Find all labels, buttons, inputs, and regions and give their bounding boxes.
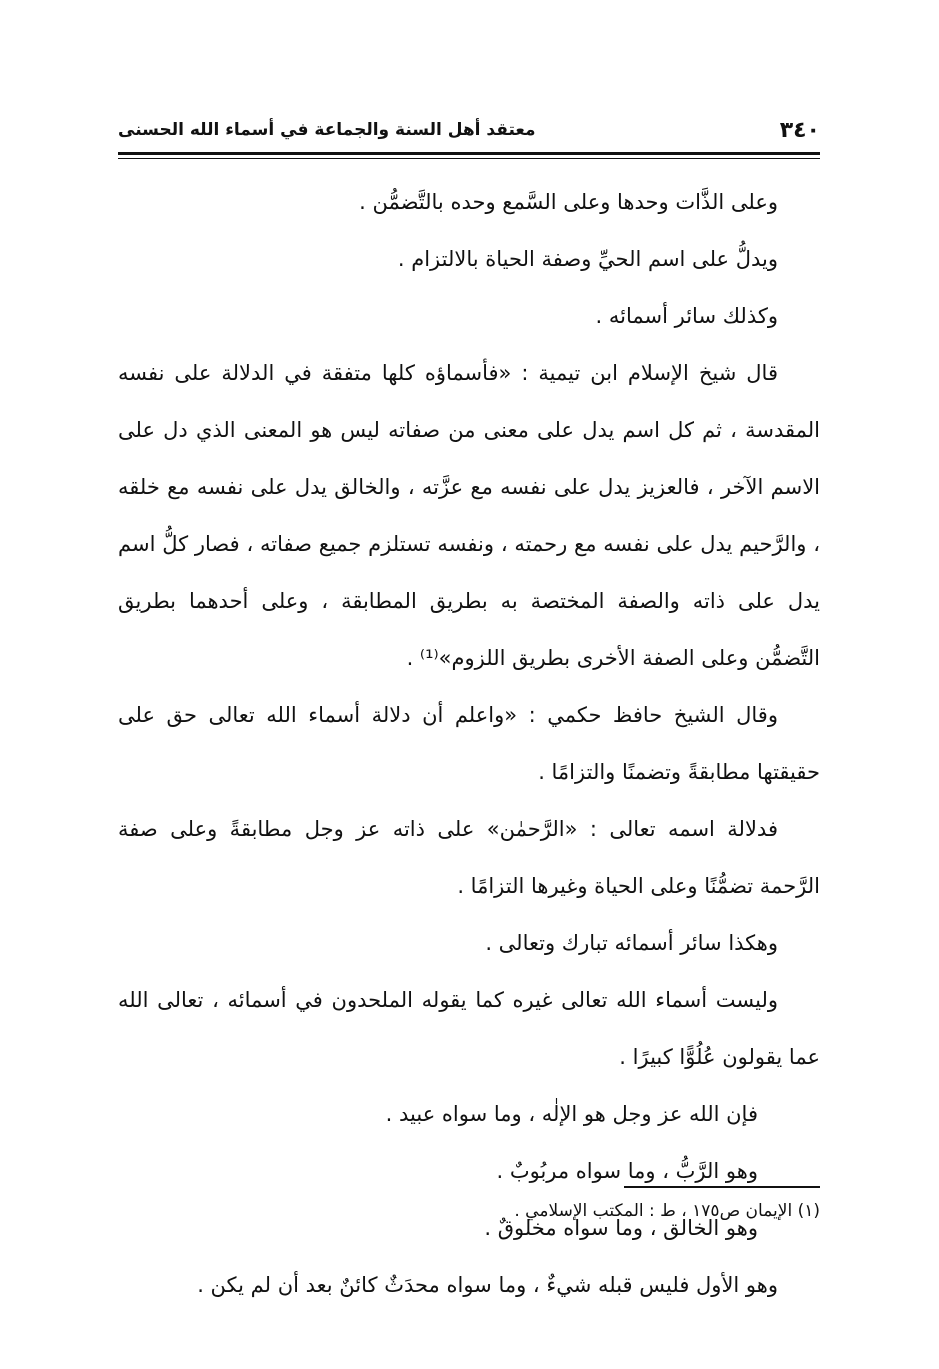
- footnote: (١) الإيمان ص١٧٥ ، ط : المكتب الإسلامي .: [514, 1201, 820, 1221]
- paragraph: فدلالة اسمه تعالى : «الرَّحمٰن» على ذاته عز وجل مطابقةً وعلى صفة الرَّحمة تضمُّنًا وعلى الحياة وغيرها التزامًا .: [111, 817, 820, 898]
- paragraph: وهو الرَّبُّ ، وما سواه مربُوبٌ .: [496, 1159, 758, 1183]
- paragraph: ويدلُّ على اسم الحيِّ وصفة الحياة بالالتزام .: [397, 247, 778, 271]
- paragraph: وقال الشيخ حافظ حكمي : «واعلم أن دلالة أسماء الله تعالى حق على حقيقتها مطابقةً وتضمنًا والتزامًا .: [111, 703, 820, 784]
- paragraph: قال شيخ الإسلام ابن تيمية : «فأسماؤه كلها متفقة في الدلالة على نفسه المقدسة ، ثم كل اسم يدل على معنى من صفاته ليس هو المعنى الذي دل على الاسم الآخر ، فالعزيز يدل على نفسه مع عزَّته ، والخالق يدل على نفسه مع خلقه ، والرَّحيم يدل على نفسه مع رحمته ، ونفسه تستلزم جميع صفاته ، فصار كلُّ اسم يدل على ذاته والصفة المختصة به بطريق المطابقة ، وعلى أحدهما بطريق التَّضمُّن وعلى الصفة الأخرى بطريق اللزوم»⁽¹⁾ .: [111, 361, 820, 670]
- running-title: معتقد أهل السنة والجماعة في أسماء الله الحسنى: [118, 120, 536, 140]
- paragraph: وليست أسماء الله تعالى غيره كما يقوله الملحدون في أسمائه ، تعالى الله عما يقولون عُلُوًّا كبيرًا .: [111, 988, 820, 1069]
- paragraph: فإن الله عز وجل هو الإلٰه ، وما سواه عبيد .: [385, 1102, 758, 1126]
- header-rule-thin: [118, 158, 820, 159]
- paragraph: وعلى الذَّات وحدها وعلى السَّمع وحده بالتَّضمُّن .: [359, 190, 778, 214]
- page-number: ٣٤٠: [779, 118, 820, 143]
- paragraph: وهو الخالق ، وما سواه مخلوقٌ .: [484, 1216, 758, 1240]
- header-rule-thick: [118, 152, 820, 155]
- paragraph: وهكذا سائر أسمائه تبارك وتعالى .: [485, 931, 778, 955]
- main-text: [111, 174, 820, 1314]
- footnote-rule: [624, 1186, 820, 1188]
- paragraph: وكذلك سائر أسمائه .: [595, 304, 778, 328]
- running-header: [118, 118, 820, 150]
- paragraph: وهو الأول فليس قبله شيءٌ ، وما سواه محدَثٌ كائنٌ بعد أن لم يكن .: [197, 1273, 778, 1297]
